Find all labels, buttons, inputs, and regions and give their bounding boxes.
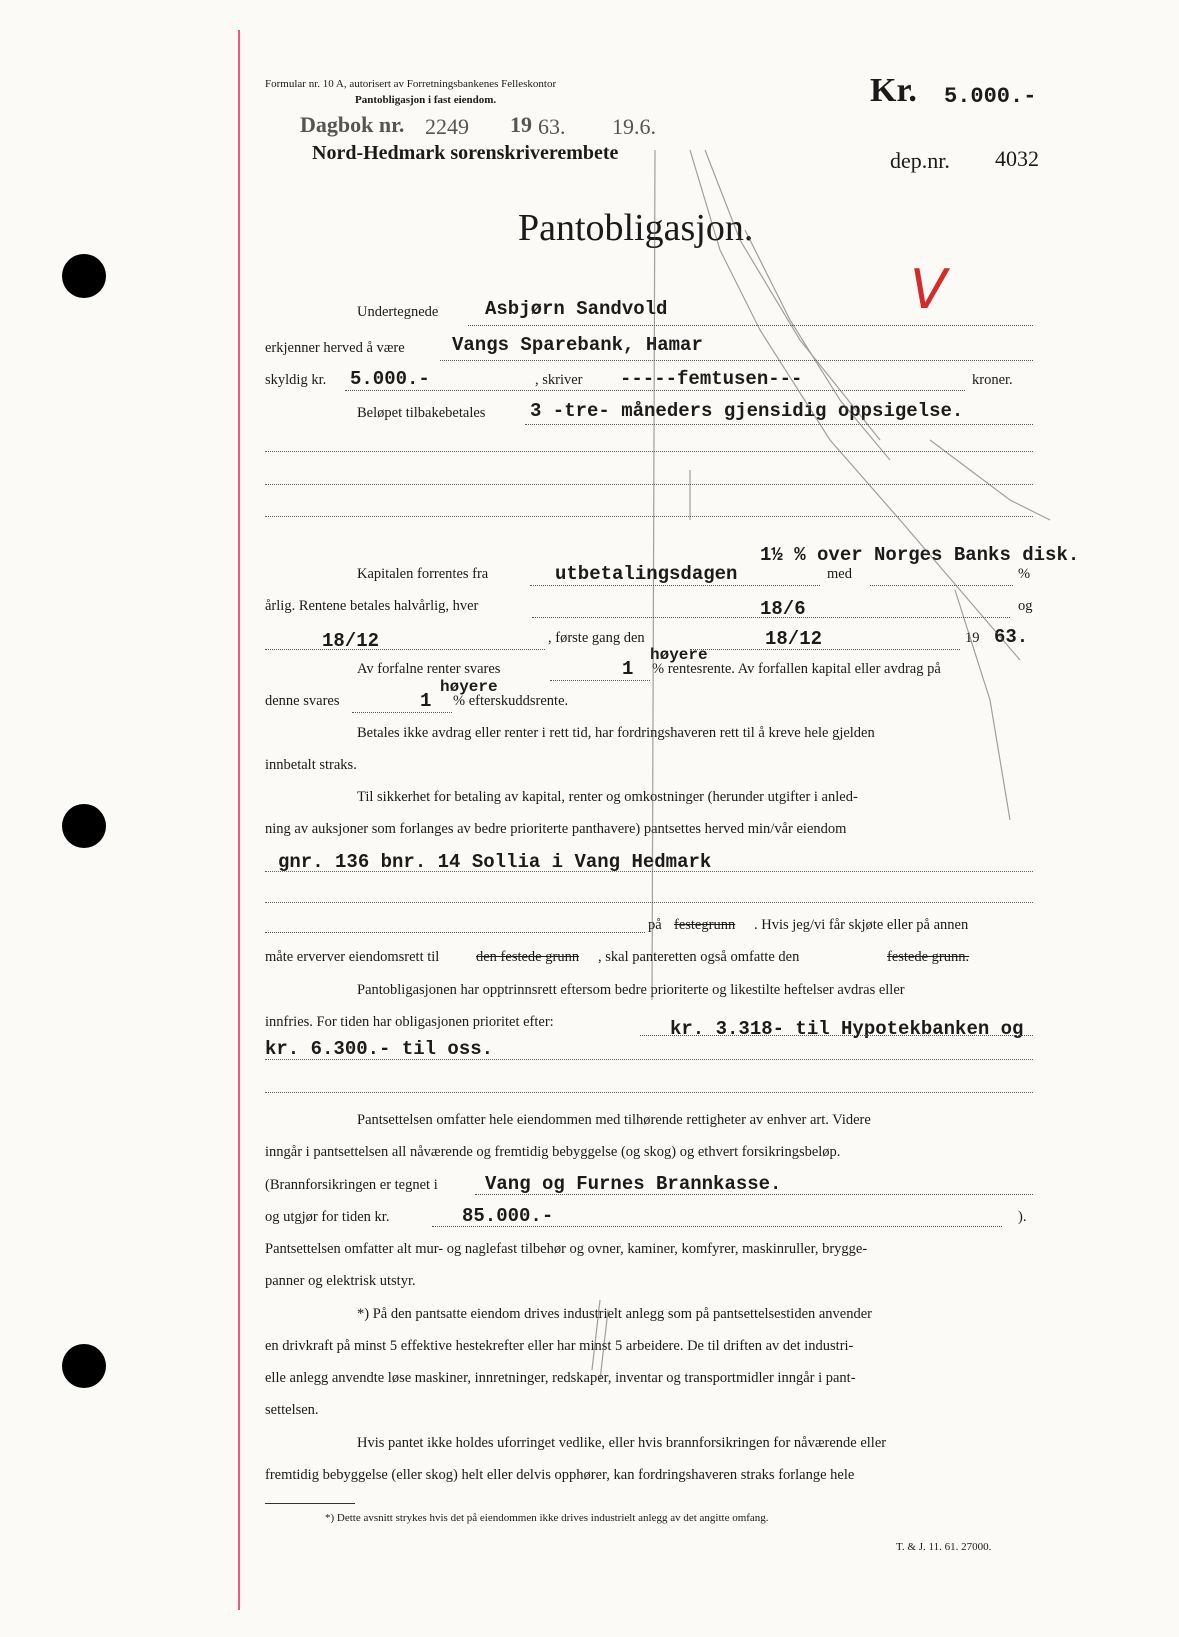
paragraph-line: panner og elektrisk utstyr. xyxy=(265,1273,416,1289)
arrears-rate: 1 xyxy=(420,690,432,712)
paragraph-line: ning av auksjoner som forlanges av bedre prioriterte panthavere) pantsettes herved min/vår eiendom xyxy=(265,821,847,837)
printer-mark: T. & J. 11. 61. 27000. xyxy=(896,1541,992,1553)
dagbok-label: Dagbok nr. xyxy=(300,112,405,137)
kroner-label: kroner. xyxy=(972,372,1013,388)
paragraph-line: innbetalt straks. xyxy=(265,757,357,773)
paragraph-line: Pantsettelsen omfatter alt mur- og naglefast tilbehør og ovner, kaminer, komfyrer, maskinruller, brygge- xyxy=(265,1241,868,1257)
med-label: med xyxy=(827,566,852,582)
form-subtitle: Pantobligasjon i fast eiendom. xyxy=(355,94,497,106)
paragraph-line: måte erverver eiendomsrett til xyxy=(265,949,440,965)
forfalne-label: Av forfalne renter svares xyxy=(357,661,501,677)
kr-label: Kr. xyxy=(870,72,917,109)
year-suffix: 63. xyxy=(538,114,566,139)
penalty-rate: 1 xyxy=(622,658,634,680)
dep-number: 4032 xyxy=(995,146,1039,171)
paragraph-line: . Hvis jeg/vi får skjøte eller på annen xyxy=(754,917,969,933)
dep-label: dep.nr. xyxy=(890,148,950,173)
struck-text: festegrunn xyxy=(674,917,736,933)
insurance-company: Vang og Furnes Brannkasse. xyxy=(485,1173,782,1195)
paragraph-line: inngår i pantsettelsen all nåværende og fremtidig bebyggelse (og skog) og ethvert forsikringsbeløp. xyxy=(265,1144,841,1160)
arlig-label: årlig. Rentene betales halvårlig, hver xyxy=(265,598,479,614)
hoyere-note: høyere xyxy=(440,678,498,696)
skyldig-label: skyldig kr. xyxy=(265,372,327,388)
forste-label: , første gang den xyxy=(548,630,645,646)
struck-text: festede grunn. xyxy=(887,949,970,965)
paragraph-line: Pantobligasjonen har opptrinnsrett eftersom bedre prioriterte og likestilte heftelser avdras eller xyxy=(357,982,905,998)
denne-label: denne svares xyxy=(265,693,340,709)
belopet-label: Beløpet tilbakebetales xyxy=(357,405,486,421)
brann-label: (Brannforsikringen er tegnet i xyxy=(265,1177,438,1193)
form-number: Formular nr. 10 A, autorisert av Forretningsbankenes Felleskontor xyxy=(265,78,557,90)
rentesrente-text: % rentesrente. Av forfallen kapital eller avdrag på xyxy=(652,661,941,677)
kapitalen-label: Kapitalen forrentes fra xyxy=(357,566,489,582)
skriver-label: , skriver xyxy=(535,372,583,388)
amount-in-words: -----femtusen--- xyxy=(620,368,803,390)
year-label: 19 xyxy=(965,630,980,646)
paragraph-line: Betales ikke avdrag eller renter i rett tid, har fordringshaveren rett til å kreve hele gjelden xyxy=(357,725,875,741)
paragraph-end: ). xyxy=(1018,1209,1027,1225)
utgjor-label: og utgjør for tiden kr. xyxy=(265,1209,390,1225)
undertegnede-label: Undertegnede xyxy=(357,304,439,320)
prior-lien-1: kr. 3.318- til Hypotekbanken og xyxy=(670,1018,1024,1040)
paragraph-line: Hvis pantet ikke holdes uforringet vedlike, eller hvis brannforsikringen for nåværende eller xyxy=(357,1435,887,1451)
paragraph-line: settelsen. xyxy=(265,1402,319,1418)
amount-top: 5.000.- xyxy=(944,84,1037,109)
struck-text: den festede grunn xyxy=(476,949,580,965)
paragraph-line: fremtidig bebyggelse (eller skog) helt eller delvis opphører, kan fordringshaveren straks forlange hele xyxy=(265,1467,855,1483)
footnote: *) Dette avsnitt strykes hvis det på eiendommen ikke drives industrielt anlegg av det angitte omfang. xyxy=(325,1512,769,1524)
hoyere-note: høyere xyxy=(650,646,708,664)
paragraph-line: innfries. For tiden har obligasjonen prioritet efter: xyxy=(265,1014,554,1030)
creditor-name: Vangs Sparebank, Hamar xyxy=(452,334,703,356)
property-description: gnr. 136 bnr. 14 Sollia i Vang Hedmark xyxy=(278,851,712,873)
og-label: og xyxy=(1018,598,1033,614)
erkjenner-label: erkjenner herved å være xyxy=(265,340,405,356)
paragraph-line: en drivkraft på minst 5 effektive hestekrefter eller har minst 5 arbeidere. De til driften av det industri- xyxy=(265,1338,854,1354)
office-name: Nord-Hedmark sorenskriverembete xyxy=(312,142,619,164)
percent-label: % xyxy=(1018,566,1031,582)
second-payment-date: 18/12 xyxy=(322,630,380,652)
paragraph-line: Til sikkerhet for betaling av kapital, renter og omkostninger (herunder utgifter i anled- xyxy=(357,789,858,805)
first-payment: 18/12 xyxy=(765,628,823,650)
dagbok-date: 19.6. xyxy=(612,114,656,139)
pa-label: på xyxy=(648,917,662,933)
insurance-amount: 85.000.- xyxy=(462,1205,554,1227)
paragraph-line: , skal panteretten også omfatte den xyxy=(598,949,800,965)
paragraph-line: Pantsettelsen omfatter hele eiendommen med tilhørende rettigheter av enhver art. Videre xyxy=(357,1112,871,1128)
page-title: Pantobligasjon. xyxy=(518,207,754,249)
prior-lien-2: kr. 6.300.- til oss. xyxy=(265,1038,494,1060)
dagbok-number: 2249 xyxy=(425,114,469,139)
first-payment-year: 63. xyxy=(994,626,1029,648)
paragraph-line: *) På den pantsatte eiendom drives industrielt anlegg som på pantsettelsestiden anvender xyxy=(357,1306,873,1322)
interest-start: utbetalingsdagen xyxy=(555,563,738,585)
efterskudd-text: % efterskuddsrente. xyxy=(453,693,569,709)
interest-basis-note: 1½ % over Norges Banks disk. xyxy=(760,544,1080,566)
skyldig-amount: 5.000.- xyxy=(350,368,430,390)
repayment-terms: 3 -tre- måneders gjensidig oppsigelse. xyxy=(530,400,964,422)
debtor-name: Asbjørn Sandvold xyxy=(485,298,668,320)
paragraph-line: elle anlegg anvendte løse maskiner, innretninger, redskaper, inventar og transportmidler inngår i pant- xyxy=(265,1370,856,1386)
first-payment-date: 18/6 xyxy=(760,598,806,620)
year-prefix: 19 xyxy=(510,112,532,137)
check-mark-icon: V xyxy=(910,258,947,321)
